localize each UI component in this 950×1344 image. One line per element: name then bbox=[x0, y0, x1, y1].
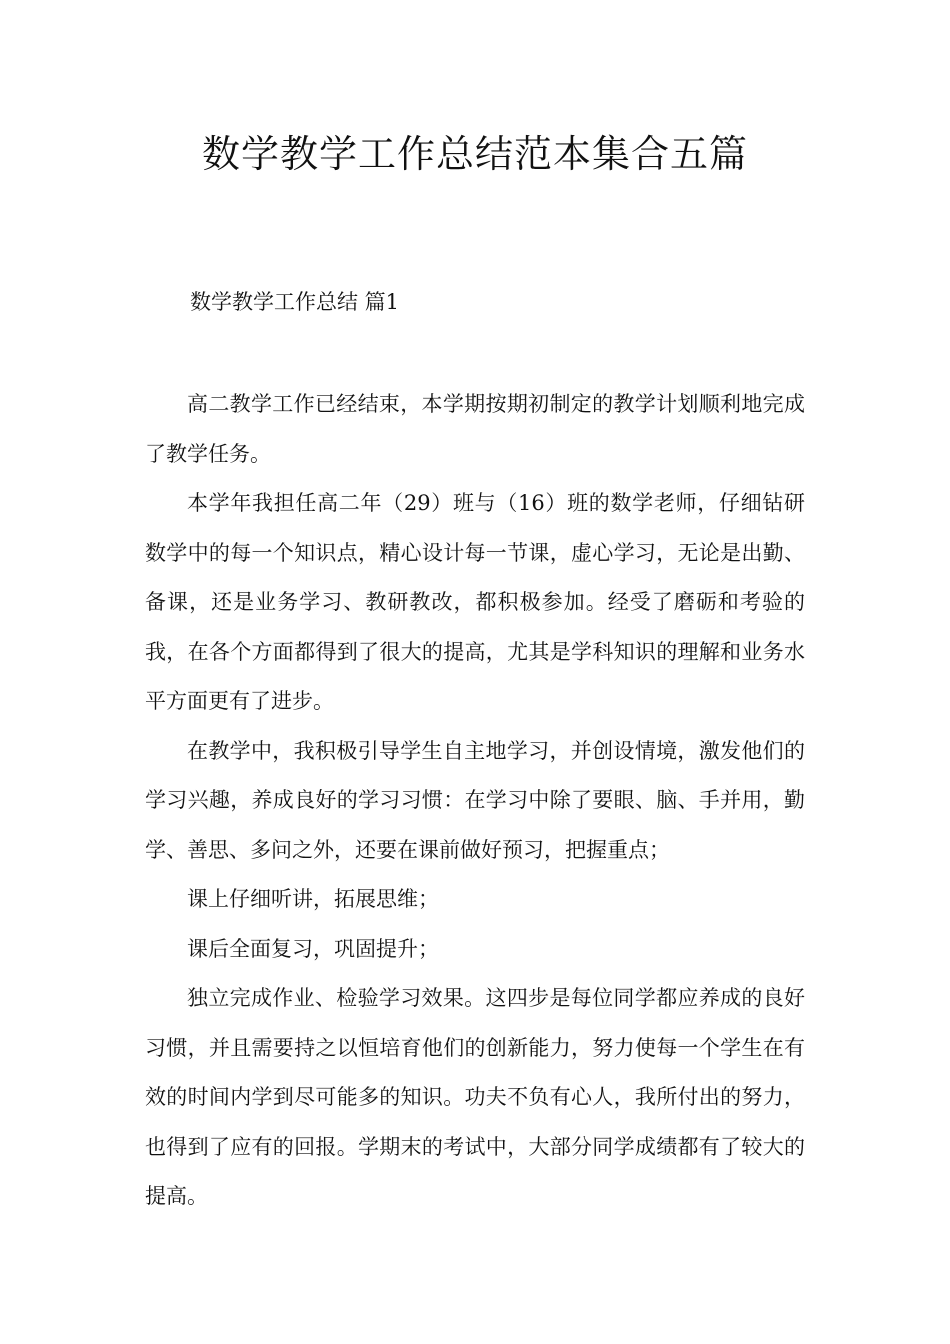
section-heading: 数学教学工作总结 篇1 bbox=[190, 290, 400, 314]
paragraph: 在教学中，我积极引导学生自主地学习，并创设情境，激发他们的学习兴趣，养成良好的学习习惯：在学习中除了要眼、脑、手并用，勤学、善思、多问之外，还要在课前做好预习，把握重点； bbox=[145, 738, 805, 862]
document-title: 数学教学工作总结范本集合五篇 bbox=[201, 132, 748, 176]
paragraph: 高二教学工作已经结束，本学期按期初制定的教学计划顺利地完成了教学任务。 bbox=[145, 392, 805, 466]
paragraph: 课上仔细听讲，拓展思维； bbox=[187, 887, 439, 911]
paragraph: 课后全面复习，巩固提升； bbox=[187, 936, 439, 961]
paragraph: 独立完成作业、检验学习效果。这四步是每位同学都应养成的良好习惯，并且需要持之以恒培育他们的创新能力，努力使每一个学生在有效的时间内学到尽可能多的知识。功夫不负有心人，我所付出的努力，也得到了应有的回报。学期末的考试中，大部分同学成绩都有了较大的提高。 bbox=[145, 986, 805, 1208]
paragraph: 本学年我担任高二年（29）班与（16）班的数学老师，仔细钻研数学中的每一个知识点，精心设计每一节课，虚心学习，无论是出勤、备课，还是业务学习、教研教改，都积极参加。经受了磨砺和考验的我，在各个方面都得到了很大的提高，尤其是学科知识的理解和业务水平方面更有了进步。 bbox=[145, 491, 805, 713]
document-body bbox=[145, 380, 805, 1222]
